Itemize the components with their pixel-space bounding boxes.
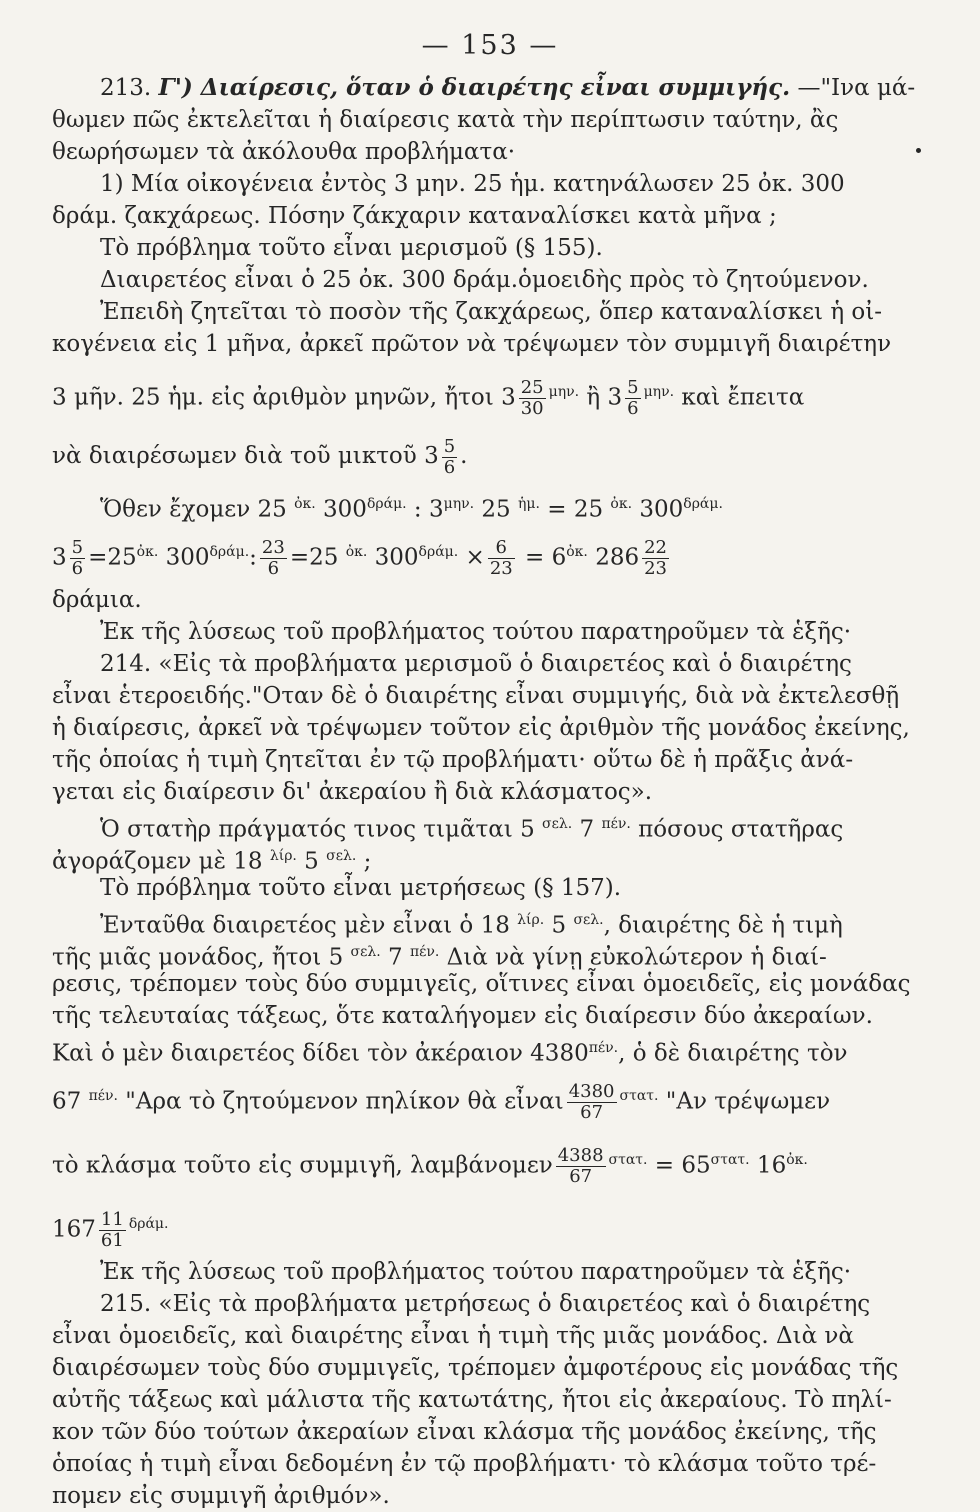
text-line: ἡ διαίρεσις, ἀρκεῖ νὰ τρέψωμεν τοῦτον εἰς ἀριθμὸν τῆς μονάδος ἐκείνης, — [52, 715, 910, 741]
unit: δράμ. — [209, 544, 250, 560]
unit: ἡμ. — [517, 496, 540, 512]
formula-line — [52, 520, 872, 584]
unit: λίρ. — [517, 912, 545, 928]
text-span: τὸ κλάσμα τοῦτο εἰς συμμιγῆ, λαμβάνομεν — [52, 1152, 553, 1179]
text-line: τῆς ὁποίας ἡ τιμὴ ζητεῖται ἐν τῷ προβλήματι· οὕτω δὲ ἡ πρᾶξις ἀνά- — [52, 747, 854, 773]
unit: πέν. — [588, 1040, 619, 1056]
unit: ὀκ. — [294, 496, 316, 512]
numerator: 4380 — [568, 1081, 615, 1103]
text-span: =25 — [88, 544, 137, 571]
text-line: Ἐκ τῆς λύσεως τοῦ προβλήματος τούτου παρατηροῦμεν τὰ ἑξῆς· — [100, 619, 852, 645]
section-number: 213. — [100, 75, 152, 101]
unit: ὀκ. — [566, 544, 588, 560]
text-span: Καὶ ὁ μὲν διαιρετέος δίδει τὸν ἀκέραιον 4380 — [52, 1040, 589, 1067]
text-line: Τὸ πρόβλημα τοῦτο εἶναι μερισμοῦ (§ 155). — [100, 235, 603, 261]
text-span: 300 — [367, 544, 419, 571]
text-line — [52, 840, 872, 875]
text-span: = 6 — [517, 544, 567, 571]
unit: σελ. — [350, 944, 381, 960]
text-line — [52, 1032, 872, 1067]
text-line: εἶναι ἑτεροειδής."Οταν δὲ ὁ διαιρέτης εἶναι συμμιγής, διὰ νὰ ἐκτελεσθῇ — [52, 683, 900, 709]
fraction — [442, 437, 457, 478]
unit: πέν. — [88, 1088, 118, 1104]
text-line — [52, 936, 872, 971]
text-span: Ὁ στατὴρ πράγματός τινος τιμᾶται 5 — [100, 816, 543, 843]
text-line: Διαιρετέος εἶναι ὁ 25 ὀκ. 300 δράμ.ὁμοειδὴς πρὸς τὸ ζητούμενον. — [100, 267, 869, 293]
unit: δράμ. — [366, 496, 407, 512]
numerator: 5 — [71, 537, 84, 559]
unit: μην. — [443, 496, 475, 512]
margin-dot — [916, 148, 921, 153]
unit: σελ. — [542, 816, 573, 832]
text-line: κογένεια εἰς 1 μῆνα, ἀρκεῖ πρῶτον νὰ τρέψωμεν τὸν συμμιγῆ διαιρέτην — [52, 331, 892, 357]
text-span: 67 — [52, 1088, 89, 1115]
formula-line — [52, 424, 872, 488]
text-line: —"Ινα μά- — [790, 75, 916, 101]
text-span: 300 — [632, 496, 684, 523]
text-line: δράμια. — [52, 587, 142, 613]
text-line: γεται εἰς διαίρεσιν δι' ἀκεραίου ἢ διὰ κλάσματος». — [52, 779, 653, 805]
text-span: 286 — [587, 544, 640, 571]
text-span: =25 — [289, 544, 346, 571]
problem-1-line: 1) Μία οἰκογένεια ἐντὸς 3 μην. 25 ἡμ. κατηνάλωσεν 25 ὀκ. 300 — [100, 171, 845, 197]
unit: δράμ. — [418, 544, 459, 560]
text-span: , ὁ δὲ διαιρέτης τὸν — [618, 1040, 848, 1067]
denominator: 6 — [267, 558, 280, 580]
text-span: ; — [356, 848, 372, 875]
text-span: 167 — [52, 1216, 96, 1243]
text-line — [52, 904, 872, 939]
denominator: 23 — [644, 558, 668, 580]
text-span: 25 — [474, 496, 518, 523]
denominator: 67 — [580, 1102, 604, 1124]
text-span: "Αρα τὸ ζητούμενον πηλίκον θὰ εἶναι — [118, 1088, 564, 1115]
text-span: = 65 — [647, 1152, 711, 1179]
text-span: , διαιρέτης δὲ ἡ τιμὴ — [603, 912, 843, 939]
unit: πέν. — [601, 816, 631, 832]
text-line: πομεν εἰς συμμιγῆ ἀριθμόν». — [52, 1483, 390, 1509]
text-line: ρεσις, τρέπομεν τοὺς δύο συμμιγεῖς, οἵτινες εἶναι ὁμοειδεῖς, εἰς μονάδας — [52, 971, 911, 997]
text-span: Ὅθεν ἔχομεν 25 — [100, 496, 295, 523]
text-span: 5 — [296, 848, 327, 875]
fraction — [519, 378, 546, 419]
text-line: Ἐπειδὴ ζητεῖται τὸ ποσὸν τῆς ζακχάρεως, ὅπερ καταναλίσκει ἡ οἰ- — [100, 299, 883, 325]
unit: μην. — [548, 384, 580, 400]
text-line: θεωρήσωμεν τὰ ἀκόλουθα προβλήματα· — [52, 139, 516, 165]
text-line: Τὸ πρόβλημα τοῦτο εἶναι μετρήσεως (§ 157). — [100, 875, 622, 901]
denominator: 23 — [489, 558, 513, 580]
numerator: 23 — [261, 537, 285, 559]
text-span: 5 — [544, 912, 574, 939]
text-span: 7 — [380, 944, 410, 971]
unit: σελ. — [573, 912, 604, 928]
text-span: 3 μῆν. 25 ἡμ. εἰς ἀριθμὸν μηνῶν, ἤτοι 3 — [52, 384, 516, 411]
text-span: 3 — [52, 544, 67, 571]
text-span: 300 — [158, 544, 210, 571]
unit: δράμ. — [128, 1216, 169, 1232]
text-line — [52, 808, 872, 843]
page-body — [52, 72, 916, 1512]
text-span: Ἐνταῦθα διαιρετέος μὲν εἶναι ὁ 18 — [100, 912, 518, 939]
unit: λίρ. — [269, 848, 297, 864]
text-line: αὐτῆς τάξεως καὶ μάλιστα τῆς κατωτάτης, ἤτοι εἰς ἀκεραίους. Τὸ πηλί- — [52, 1387, 892, 1413]
numerator: 5 — [627, 377, 639, 399]
formula-line — [52, 360, 872, 424]
unit: δράμ. — [683, 496, 723, 512]
fraction — [99, 1210, 126, 1251]
section-213-heading — [52, 72, 916, 104]
formula-line — [52, 1064, 872, 1128]
unit: ὀκ. — [345, 544, 368, 560]
unit: ὀκ. — [786, 1152, 808, 1168]
denominator: 6 — [71, 558, 84, 580]
text-span: 300 — [315, 496, 367, 523]
text-span: νὰ διαιρέσωμεν διὰ τοῦ μικτοῦ 3 — [52, 443, 439, 469]
text-line: ὁποίας ἡ τιμὴ εἶναι δεδομένη ἐν τῷ προβλήματι· τὸ κλάσμα τοῦτο τρέ- — [52, 1451, 877, 1477]
unit: μην. — [643, 384, 675, 400]
numerator: 11 — [100, 1209, 124, 1231]
text-span: καὶ ἔπειτα — [674, 384, 805, 411]
denominator: 6 — [627, 398, 639, 420]
text-span: Διὰ νὰ γίνῃ εὐκολώτερον ἡ διαί- — [439, 944, 827, 971]
denominator: 30 — [520, 398, 544, 420]
text-span: ἢ 3 — [579, 384, 623, 411]
section-215-line: 215. «Εἰς τὰ προβλήματα μετρήσεως ὁ διαιρετέος καὶ ὁ διαιρέτης — [100, 1291, 871, 1317]
unit: στατ. — [608, 1152, 648, 1168]
numerator: 22 — [644, 537, 668, 559]
numerator: 25 — [520, 377, 544, 399]
text-span: ἀγοράζομεν μὲ 18 — [52, 848, 270, 875]
unit: στατ. — [710, 1152, 750, 1168]
text-span: τῆς μιᾶς μονάδος, ἤτοι 5 — [52, 944, 351, 971]
numerator: 5 — [443, 435, 456, 457]
denominator: 6 — [443, 456, 456, 478]
formula-line — [52, 1128, 872, 1192]
numerator: 4388 — [557, 1145, 604, 1167]
fraction — [70, 538, 85, 579]
denominator: 61 — [100, 1230, 124, 1252]
page-number: — 153 — — [421, 30, 559, 61]
text-line: θωμεν πῶς ἐκτελεῖται ἡ διαίρεσις κατὰ τὴν περίπτωσιν ταύτην, ἂς — [52, 107, 839, 133]
fraction — [642, 538, 669, 579]
text-span: 7 — [572, 816, 602, 843]
text-span: = 25 — [539, 496, 611, 523]
fraction — [625, 378, 640, 419]
unit: ὀκ. — [610, 496, 633, 512]
fraction — [567, 1082, 617, 1123]
text-span: : — [249, 544, 257, 571]
text-span: "Αν τρέψωμεν — [658, 1088, 831, 1115]
text-line: δράμ. ζακχάρεως. Πόσην ζάκχαριν καταναλίσκει κατὰ μῆνα ; — [52, 203, 777, 229]
section-title: Γ') Διαίρεσις, ὅταν ὁ διαιρέτης εἶναι συμμιγής. — [158, 74, 791, 101]
fraction — [260, 538, 287, 579]
unit: σελ. — [326, 848, 357, 864]
text-span: × — [458, 544, 485, 571]
fraction — [556, 1146, 606, 1187]
formula-line — [52, 1192, 872, 1256]
text-line: κον τῶν δύο τούτων ἀκεραίων εἶναι κλάσμα τῆς μονάδος ἐκείνης, τῆς — [52, 1419, 877, 1445]
unit: ὀκ. — [136, 544, 159, 560]
text-line: διαιρέσωμεν τοὺς δύο συμμιγεῖς, τρέπομεν ἀμφοτέρους εἰς μονάδας τῆς — [52, 1355, 899, 1381]
formula-line — [52, 488, 872, 523]
section-214-line: 214. «Εἰς τὰ προβλήματα μερισμοῦ ὁ διαιρετέος καὶ ὁ διαιρέτης — [100, 651, 852, 677]
unit: πέν. — [409, 944, 440, 960]
text-line: τῆς τελευταίας τάξεως, ὅτε καταλήγομεν εἰς διαίρεσιν δύο ἀκεραίων. — [52, 1003, 873, 1029]
text-line: Ἐκ τῆς λύσεως τοῦ προβλήματος τούτου παρατηροῦμεν τὰ ἑξῆς· — [100, 1259, 852, 1285]
unit: στατ. — [619, 1088, 659, 1104]
numerator: 6 — [488, 538, 515, 559]
fraction — [488, 538, 515, 579]
text-span: . — [460, 443, 468, 469]
text-span: : 3 — [406, 496, 444, 523]
denominator: 67 — [569, 1166, 593, 1188]
text-span: πόσους στατῆρας — [630, 816, 844, 843]
text-line: εἶναι ὁμοειδεῖς, καὶ διαιρέτης εἶναι ἡ τιμὴ τῆς μιᾶς μονάδος. Διὰ νὰ — [52, 1323, 854, 1349]
text-span: 16 — [749, 1152, 787, 1179]
